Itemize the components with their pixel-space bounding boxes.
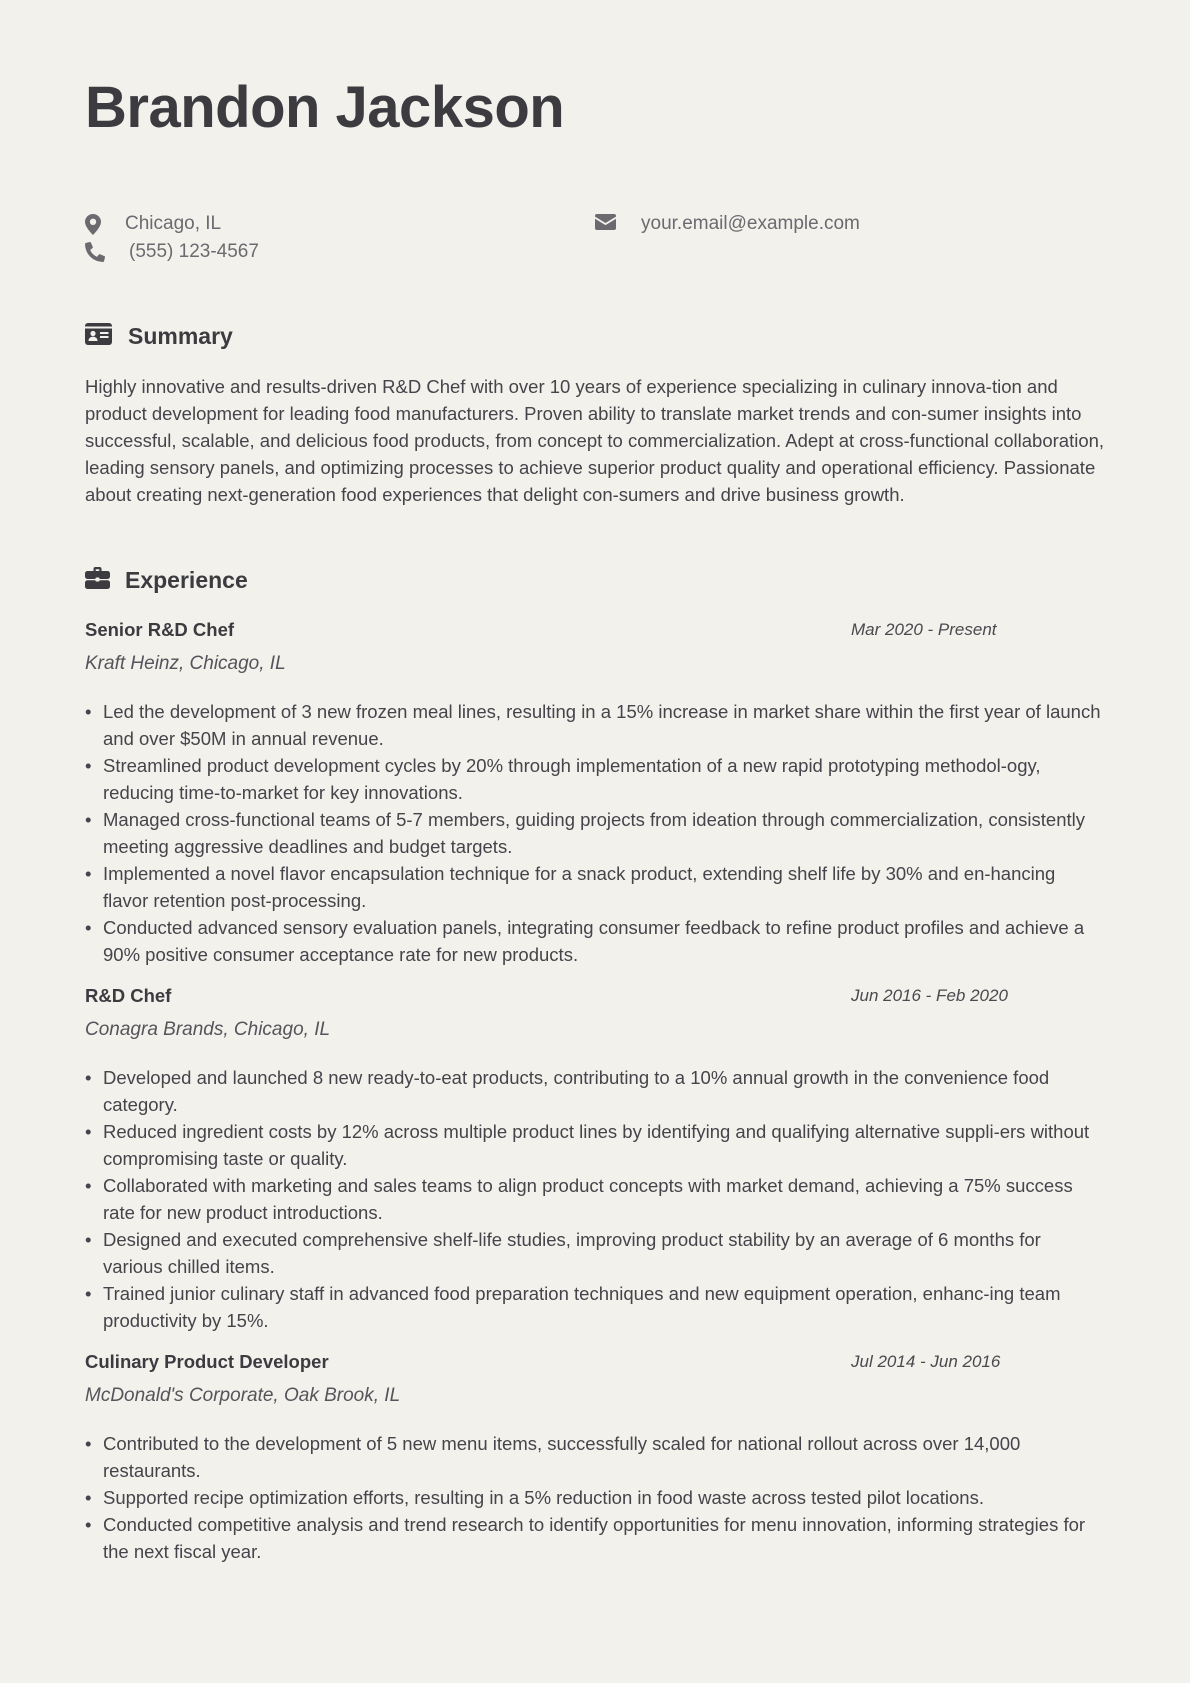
job-company: Kraft Heinz, Chicago, IL bbox=[85, 653, 286, 674]
map-marker-icon bbox=[85, 214, 105, 234]
job-bullets bbox=[85, 698, 1105, 968]
summary-title: Summary bbox=[128, 323, 233, 349]
job-title: Senior R&D Chef bbox=[85, 619, 235, 640]
candidate-name: Brandon Jackson bbox=[85, 75, 565, 140]
job-bullets bbox=[85, 1064, 1105, 1334]
job-company: Conagra Brands, Chicago, IL bbox=[85, 1019, 331, 1040]
briefcase-icon bbox=[85, 567, 110, 594]
id-card-icon bbox=[85, 323, 112, 350]
job-bullet: • Reduced ingredient costs by 12% across multiple product lines by identifying and qualifying alternative suppli-ers without compromising taste or quality. bbox=[85, 1118, 1105, 1172]
job-bullet: • Managed cross-functional teams of 5-7 members, guiding projects from ideation through commercialization, consistently meeting aggressive deadlines and budget targets. bbox=[85, 806, 1105, 860]
job-title: R&D Chef bbox=[85, 985, 172, 1006]
job-bullets bbox=[85, 1430, 1105, 1565]
job-dates: Jul 2014 - Jun 2016 bbox=[851, 1352, 1001, 1371]
job-dates: Jun 2016 - Feb 2020 bbox=[851, 986, 1008, 1005]
job-bullet: • Contributed to the development of 5 new menu items, successfully scaled for national rollout across over 14,000 restaurants. bbox=[85, 1430, 1105, 1484]
email-text: your.email@example.com bbox=[641, 213, 860, 234]
summary-text: Highly innovative and results-driven R&D Chef with over 10 years of experience specializing in culinary innova-tion and product development for leading food manufacturers. Proven ability to translate market trends and con-sumer insights into successful, scalable, and delicious food products, from concept to commercialization. Adept at cross-functional collaboration, leading sensory panels, and optimizing processes to achieve superior product quality and operational efficiency. Passionate about creating next-generation food experiences that delight con-sumers and drive business growth. bbox=[85, 376, 1105, 505]
job-dates: Mar 2020 - Present bbox=[851, 620, 997, 639]
phone-icon bbox=[85, 242, 105, 262]
job-bullet: • Developed and launched 8 new ready-to-eat products, contributing to a 10% annual growth in the convenience food category. bbox=[85, 1064, 1105, 1118]
envelope-icon bbox=[595, 214, 615, 234]
job-company: McDonald's Corporate, Oak Brook, IL bbox=[85, 1385, 401, 1406]
job-bullet: • Supported recipe optimization efforts, resulting in a 5% reduction in food waste across tested pilot locations. bbox=[85, 1484, 1105, 1511]
job-title: Culinary Product Developer bbox=[85, 1351, 329, 1372]
job-bullet: • Conducted competitive analysis and trend research to identify opportunities for menu innovation, informing strategies for the next fiscal year. bbox=[85, 1511, 1105, 1565]
experience-title: Experience bbox=[125, 567, 248, 593]
job-bullet: • Collaborated with marketing and sales teams to align product concepts with market demand, achieving a 75% success rate for new product introductions. bbox=[85, 1172, 1105, 1226]
job-bullet: • Conducted advanced sensory evaluation panels, integrating consumer feedback to refine product profiles and achieve a 90% positive consumer acceptance rate for new products. bbox=[85, 914, 1105, 968]
location-text: Chicago, IL bbox=[125, 213, 222, 234]
job-bullet: • Trained junior culinary staff in advanced food preparation techniques and new equipment operation, enhanc-ing team productivity by 15%. bbox=[85, 1280, 1105, 1334]
job-bullet: • Led the development of 3 new frozen meal lines, resulting in a 15% increase in market share within the first year of launch and over $50M in annual revenue. bbox=[85, 698, 1105, 752]
job-bullet: • Implemented a novel flavor encapsulation technique for a snack product, extending shelf life by 30% and en-hancing flavor retention post-processing. bbox=[85, 860, 1105, 914]
job-bullet: • Streamlined product development cycles by 20% through implementation of a new rapid prototyping methodol-ogy, reducing time-to-market for key innovations. bbox=[85, 752, 1105, 806]
job-bullet: • Designed and executed comprehensive shelf-life studies, improving product stability by an average of 6 months for various chilled items. bbox=[85, 1226, 1105, 1280]
phone-text: (555) 123-4567 bbox=[129, 241, 259, 262]
